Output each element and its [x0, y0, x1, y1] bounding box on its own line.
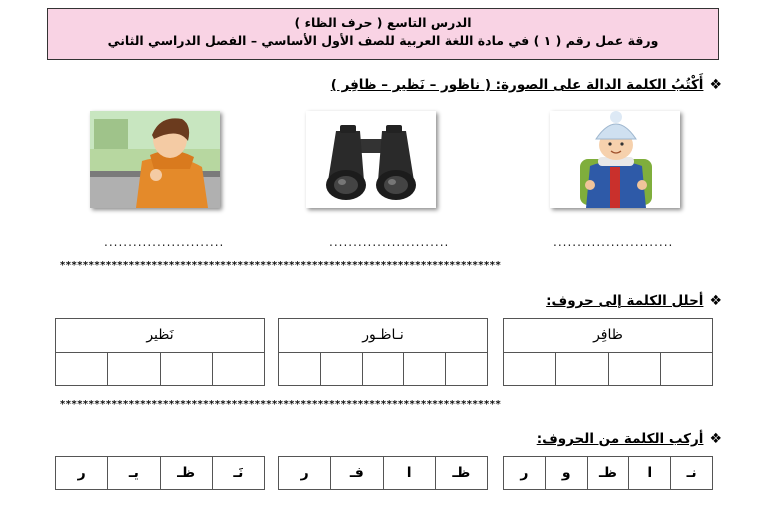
answer-line[interactable]: .........................: [329, 235, 450, 249]
letter-cell[interactable]: [320, 353, 362, 386]
boy-at-window-icon: [90, 111, 220, 208]
letter-cell[interactable]: [555, 353, 607, 386]
letter-cells: [279, 353, 487, 386]
lesson-title: الدرس التاسع ( حرف الظاء ): [294, 15, 472, 30]
worksheet-subtitle: ورقة عمل رقم ( ١ ) في مادة اللغة العربية للصف الأول الأساسي – الفصل الدراسي الثاني: [107, 33, 659, 48]
letter-cell: ر: [300, 465, 309, 481]
letter-cell: ر: [77, 465, 86, 481]
letter-cell[interactable]: [362, 353, 404, 386]
letter-cell: و: [545, 457, 587, 489]
letter-group: [278, 456, 488, 490]
letter-cell[interactable]: [445, 353, 487, 386]
letter-cell: ر: [520, 465, 529, 481]
star-separator: *****************************************************************************: [60, 261, 502, 271]
analysis-word: ظافِر: [504, 319, 712, 353]
word-analysis-box: [278, 318, 488, 386]
letter-cell: يـ: [107, 457, 159, 489]
letter-cell[interactable]: [279, 353, 320, 386]
worksheet-header: [47, 8, 719, 60]
image-boy-at-window: [90, 111, 220, 208]
question-3-text: أركب الكلمة من الحروف:: [536, 431, 704, 447]
letter-cell: نـ: [670, 457, 712, 489]
letter-cell[interactable]: [504, 353, 555, 386]
letter-group: [503, 456, 713, 490]
diamond-bullet-icon: ❖: [709, 431, 722, 447]
letter-cell: ظـ: [160, 457, 212, 489]
diamond-bullet-icon: ❖: [709, 293, 722, 309]
letter-group: [55, 456, 265, 490]
letter-cells: [56, 353, 264, 386]
answer-line[interactable]: .........................: [553, 235, 674, 249]
analysis-word: نـاظـور: [279, 319, 487, 353]
letter-cell: فـ: [330, 457, 382, 489]
letter-cell[interactable]: [403, 353, 445, 386]
word-analysis-box: [503, 318, 713, 386]
letter-cell[interactable]: [660, 353, 712, 386]
question-1-text: أَكْتُبُ الكلمة الدالة على الصورة: ( ناظور – نَظير – ظافِر ): [330, 77, 704, 93]
letter-cell: نَـ: [212, 457, 264, 489]
letter-cells: [504, 353, 712, 386]
letter-cell[interactable]: [107, 353, 159, 386]
letter-cell: ظـ: [587, 457, 629, 489]
analysis-word: نَظير: [56, 319, 264, 353]
question-2-text: أحلل الكلمة إلى حروف:: [546, 293, 704, 309]
answer-line[interactable]: .........................: [104, 235, 225, 249]
letter-cell: ا: [628, 457, 670, 489]
image-boy-with-backpack: [550, 111, 680, 208]
letter-cell: ا: [383, 457, 435, 489]
image-binoculars: [306, 111, 436, 208]
question-3: [537, 431, 722, 447]
binoculars-icon: [306, 111, 436, 208]
diamond-bullet-icon: ❖: [709, 77, 722, 93]
letter-cell: ظـ: [435, 457, 487, 489]
letter-cell[interactable]: [608, 353, 660, 386]
star-separator: *****************************************************************************: [60, 400, 502, 410]
letter-cell[interactable]: [56, 353, 107, 386]
letter-cell[interactable]: [212, 353, 264, 386]
question-2: [546, 293, 722, 309]
word-analysis-box: [55, 318, 265, 386]
letter-cell[interactable]: [160, 353, 212, 386]
boy-with-backpack-icon: [550, 111, 680, 208]
question-1: [331, 77, 722, 93]
